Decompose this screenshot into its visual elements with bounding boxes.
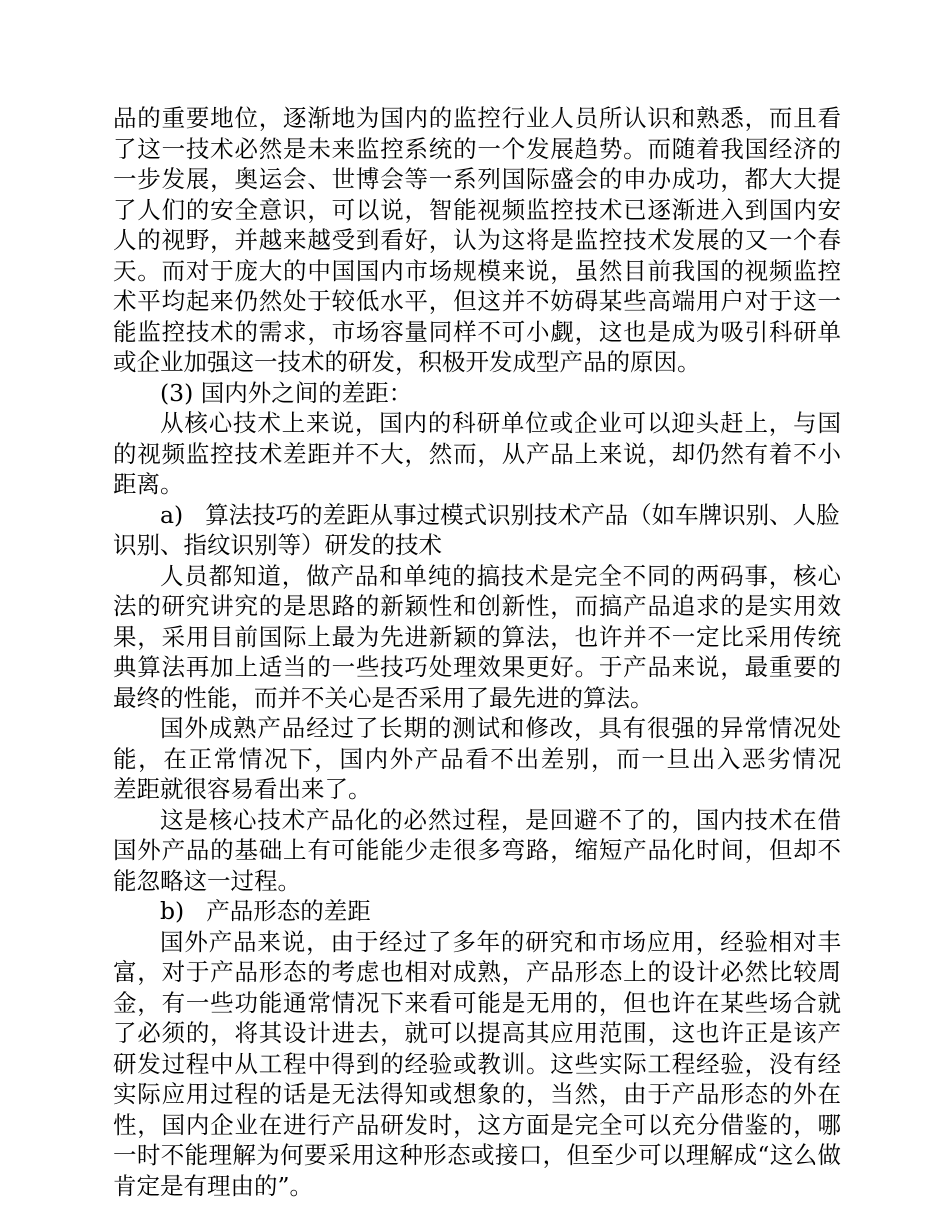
- text-line: 典算法再加上适当的一些技巧处理效果更好。于产品来说，最重要的: [113, 653, 841, 681]
- text-line: 实际应用过程的话是无法得知或想象的，当然，由于产品形态的外在: [113, 1080, 841, 1108]
- text-line: 这是核心技术产品化的必然过程，是回避不了的，国内技术在借: [160, 805, 841, 834]
- text-line: 人的视野，并越来越受到看好，认为这将是监控技术发展的又一个春: [113, 226, 841, 254]
- text-line: 识别、指纹识别等）研发的技术: [113, 531, 442, 559]
- text-line: 或企业加强这一技术的研发，积极开发成型产品的原因。: [113, 348, 701, 376]
- text-line: 国外产品的基础上有可能能少走很多弯路，缩短产品化时间，但却不: [113, 836, 841, 864]
- body-text: [113, 103, 841, 1201]
- text-line: 能监控技术的需求，市场容量同样不可小觑，这也是成为吸引科研单: [113, 317, 841, 346]
- text-line: 了必须的，将其设计进去，就可以提高其应用范围，这也许正是该产: [113, 1019, 841, 1047]
- text-line: 富，对于产品形态的考虑也相对成熟，产品形态上的设计必然比较周: [113, 958, 841, 986]
- text-line: 一时不能理解为何要采用这种形态或接口，但至少可以理解成“这么做: [113, 1141, 841, 1169]
- text-line: 法的研究讲究的是思路的新颖性和创新性，而搞产品追求的是实用效: [113, 592, 841, 620]
- text-line: 从核心技术上来说，国内的科研单位或企业可以迎头赶上，与国: [160, 409, 841, 437]
- list-marker: a): [160, 500, 184, 529]
- text-line: 果，采用目前国际上最为先进新颖的算法，也许并不一定比采用传统: [113, 622, 841, 651]
- text-line: 了人们的安全意识，可以说，智能视频监控技术已逐渐进入到国内安: [113, 195, 841, 224]
- text-line: 距离。: [113, 470, 184, 498]
- list-marker: b): [160, 897, 185, 925]
- list-item-a: [113, 500, 841, 531]
- text-line: 国外成熟产品经过了长期的测试和修改，具有很强的异常情况处: [160, 714, 841, 742]
- section-heading: (3) 国内外之间的差距：: [160, 378, 413, 407]
- text-line: 研发过程中从工程中得到的经验或教训。这些实际工程经验，没有经: [113, 1049, 841, 1078]
- text-line: 能忽略这一过程。: [113, 866, 301, 895]
- text-line: 国外产品来说，由于经过了多年的研究和市场应用，经验相对丰: [160, 927, 841, 956]
- text-line: 的视频监控技术差距并不大，然而，从产品上来说，却仍然有着不小: [113, 439, 841, 468]
- text-line: 天。而对于庞大的中国国内市场规模来说，虽然目前我国的视频监控: [113, 256, 841, 285]
- text-line: 能，在正常情况下，国内外产品看不出差别，而一旦出入恶劣情况: [113, 744, 841, 773]
- list-item-text: 算法技巧的差距从事过模式识别技术产品（如车牌识别、人脸: [205, 500, 840, 529]
- text-line: 性，国内企业在进行产品研发时，这方面是完全可以充分借鉴的，哪: [113, 1110, 841, 1139]
- text-line: 金，有一些功能通常情况下来看可能是无用的，但也许在某些场合就: [113, 988, 841, 1017]
- text-line: 了这一技术必然是未来监控系统的一个发展趋势。而随着我国经济的: [113, 134, 841, 163]
- text-line: 最终的性能，而并不关心是否采用了最先进的算法。: [113, 683, 654, 712]
- text-line: 品的重要地位，逐渐地为国内的监控行业人员所认识和熟悉，而且看: [113, 104, 841, 132]
- text-line: 人员都知道，做产品和单纯的搞技术是完全不同的两码事，核心: [160, 561, 841, 590]
- text-line: 术平均起来仍然处于较低水平，但这并不妨碍某些高端用户对于这一: [113, 287, 841, 315]
- text-line: 一步发展，奥运会、世博会等一系列国际盛会的申办成功，都大大提: [113, 165, 841, 193]
- list-item-b: [113, 896, 841, 927]
- list-item-text: 产品形态的差距: [206, 897, 371, 925]
- text-line: 差距就很容易看出来了。: [113, 775, 372, 803]
- text-line: 肯定是有理由的”。: [113, 1171, 314, 1200]
